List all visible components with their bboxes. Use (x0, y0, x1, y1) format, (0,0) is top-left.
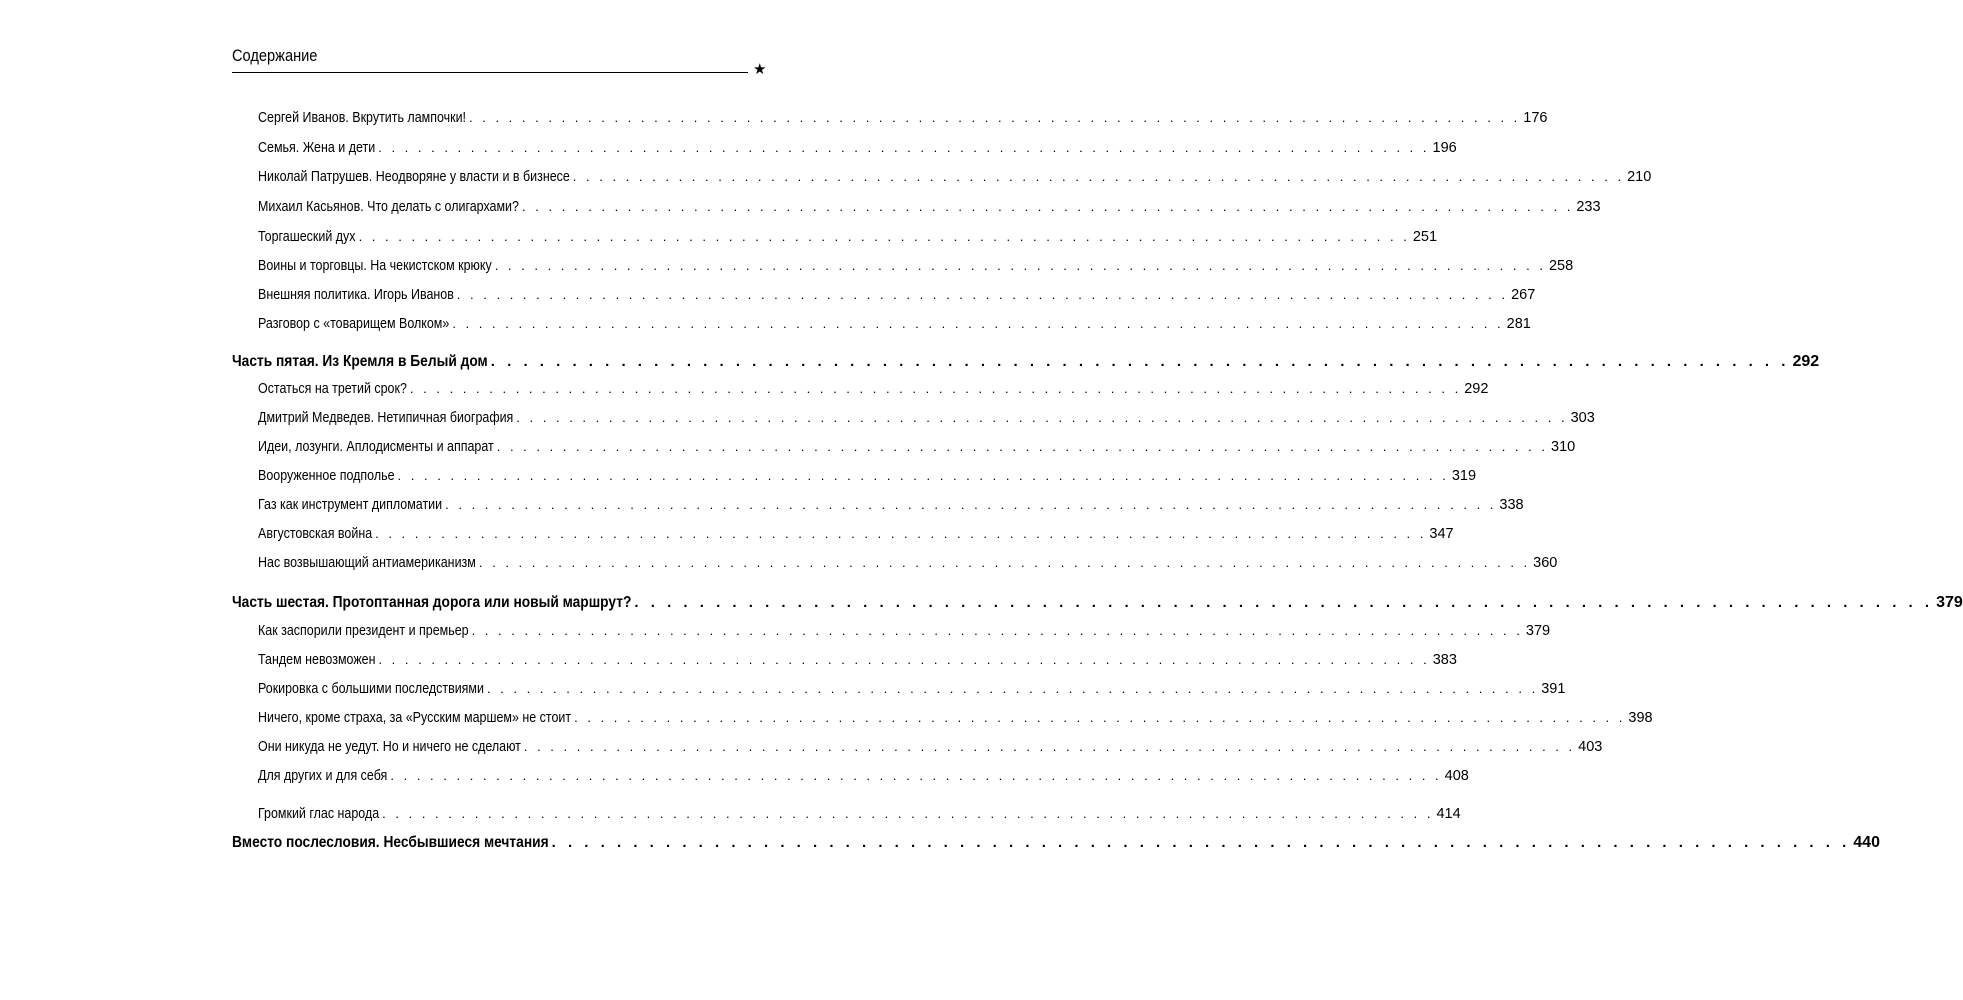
dot-leader: . . . . . . . . . . . . . . . . . . . . . . . . . . . . . . . . . . . . . . . . . . . . . . . . . . . . . . . . . . . . . . . . . . . . . . . . . . . . . . . . (478, 555, 1531, 570)
toc-entry-title: Газ как инструмент дипломатии (258, 497, 443, 513)
toc-entry-title: Вооруженное подполье (258, 468, 395, 484)
toc-entry (258, 497, 1524, 517)
toc-entry-title: Ничего, кроме страха, за «Русским маршем» не стоит (258, 710, 572, 726)
dot-leader: . . . . . . . . . . . . . . . . . . . . . . . . . . . . . . . . . . . . . . . . . . . . . . . . . . . . . . . . . . . . . . . . . . . . . . . . . . . . . . . . (516, 410, 1568, 425)
toc-part-entry (232, 834, 1880, 856)
toc-entry (258, 287, 1536, 307)
dot-leader: . . . . . . . . . . . . . . . . . . . . . . . . . . . . . . . . . . . . . . . . . . . . . . . . . . . . . . . . . . . . . . . . . . . . . . . . . . . . . . . . (471, 623, 1523, 638)
toc-entry (258, 258, 1574, 278)
toc-entry-title: Часть пятая. Из Кремля в Белый дом (232, 353, 488, 370)
toc-entry (258, 710, 1653, 730)
dot-leader: . . . . . . . . . . . . . . . . . . . . . . . . . . . . . . . . . . . . . . . . . . . . . . . . . . . . . . . . . . . . . . . . . . . . . . . . . . . . . . . . (397, 468, 1449, 483)
toc-entry-title: Дмитрий Медведев. Нетипичная биография (258, 410, 514, 426)
toc-page-number: 233 (1576, 199, 1601, 215)
dot-leader: . . . . . . . . . . . . . . . . . . . . . . . . . . . . . . . . . . . . . . . . . . . . . . . . . . . . . . . . . . . . . . . . . . . . . . . . . . . . . . . . (469, 110, 1521, 125)
toc-page-number: 383 (1432, 652, 1457, 668)
toc-entry (258, 468, 1477, 488)
toc-page-number: 440 (1853, 834, 1880, 851)
dot-leader: . . . . . . . . . . . . . . . . . . . . . . . . . . . . . . . . . . . . . . . . . . . . . . . . . . . . . . . . . . . . . . . . . . . . . . . . . . . . . . . . (390, 768, 1442, 783)
toc-page-number: 379 (1525, 623, 1551, 639)
dot-leader: . . . . . . . . . . . . . . . . . . . . . . . . . . . . . . . . . . . . . . . . . . . . . . . . . . . . . . . . . . . . . . . . . . . . . . . . . . . . . . . . (486, 681, 1539, 696)
dot-leader: . . . . . . . . . . . . . . . . . . . . . . . . . . . . . . . . . . . . . . . . . . . . . . . . . . . . . . . . . . . . . . . . . . . . . . . . . . . . . . . . (456, 287, 1509, 302)
toc-entry-title: Громкий глас народа (258, 806, 380, 822)
toc-part-entry (232, 594, 1963, 616)
toc-page-number: 251 (1412, 229, 1438, 245)
toc-page-number: 303 (1570, 410, 1595, 426)
toc-entry-title: Как заспорили президент и премьер (258, 623, 469, 639)
toc-entry-title: Разговор с «товарищем Волком» (258, 316, 450, 332)
toc-entry (258, 555, 1558, 575)
toc-page-number: 379 (1936, 594, 1963, 611)
toc-entry-title: Тандем невозможен (258, 652, 376, 668)
toc-entry-title: Рокировка с большими последствиями (258, 681, 484, 697)
toc-entry-title: Николай Патрушев. Неодворяне у власти и в бизнесе (258, 169, 570, 185)
dot-leader: . . . . . . . . . . . . . . . . . . . . . . . . . . . . . . . . . . . . . . . . . . . . . . . . . . . . . . . . . . . . . . . . . . . . . . . . . . . . . . . . (382, 806, 1434, 821)
toc-page-number: 210 (1627, 169, 1652, 185)
toc-entry-title: Внешняя политика. Игорь Иванов (258, 287, 454, 303)
toc-entry (258, 806, 1461, 826)
dot-leader: . . . . . . . . . . . . . . . . . . . . . . . . . . . . . . . . . . . . . . . . . . . . . . . . . . . . . . . . . . . . . . . . . . . . . . . . . . . . . . . . (634, 594, 1934, 611)
toc-entry-title: Вместо послесловия. Несбывшиеся мечтания (232, 834, 549, 851)
toc-page-number: 408 (1444, 768, 1469, 784)
toc-entry-title: Сергей Иванов. Вкрутить лампочки! (258, 110, 467, 126)
toc-page-number: 338 (1499, 497, 1524, 513)
toc-page-number: 310 (1551, 439, 1576, 455)
toc-entry-title: Идеи, лозунги. Аплодисменты и аппарат (258, 439, 494, 455)
toc-page-number: 267 (1511, 287, 1536, 303)
toc-entry-title: Они никуда не уедут. Но и ничего не сделают (258, 739, 521, 755)
page-title: Содержание (232, 46, 318, 65)
toc-page-number: 292 (1464, 381, 1489, 397)
dot-leader: . . . . . . . . . . . . . . . . . . . . . . . . . . . . . . . . . . . . . . . . . . . . . . . . . . . . . . . . . . . . . . . . . . . . . . . . . . . . . . . . (523, 739, 1576, 754)
toc-page-number: 414 (1436, 806, 1461, 822)
toc-entry (258, 652, 1457, 672)
star-icon: ★ (753, 61, 767, 78)
toc-page-number: 360 (1533, 555, 1558, 571)
toc-entry-title: Михаил Касьянов. Что делать с олигархами? (258, 199, 519, 215)
toc-entry (258, 623, 1551, 643)
toc-entry (258, 739, 1603, 759)
toc-entry-title: Семья. Жена и дети (258, 140, 376, 156)
toc-page-number: 176 (1523, 110, 1548, 126)
toc-page-number: 196 (1432, 140, 1457, 156)
toc-entry-title: Часть шестая. Протоптанная дорога или новый маршрут? (232, 594, 632, 611)
dot-leader: . . . . . . . . . . . . . . . . . . . . . . . . . . . . . . . . . . . . . . . . . . . . . . . . . . . . . . . . . . . . . . . . . . . . . . . . . . . . . . . . (375, 526, 1427, 541)
toc-entry (258, 768, 1469, 788)
toc-entry-title: Нас возвышающий антиамериканизм (258, 555, 476, 571)
toc-entry (258, 381, 1489, 401)
toc-page-number: 403 (1578, 739, 1603, 755)
toc-entry (258, 410, 1595, 430)
dot-leader: . . . . . . . . . . . . . . . . . . . . . . . . . . . . . . . . . . . . . . . . . . . . . . . . . . . . . . . . . . . . . . . . . . . . . . . . . . . . . . . . (452, 316, 1504, 331)
toc-entry-title: Воины и торговцы. На чекистском крюку (258, 258, 492, 274)
toc-entry (258, 316, 1531, 336)
dot-leader: . . . . . . . . . . . . . . . . . . . . . . . . . . . . . . . . . . . . . . . . . . . . . . . . . . . . . . . . . . . . . . . . . . . . . . . . . . . . . . . . (445, 497, 1497, 512)
toc-page-number: 398 (1628, 710, 1653, 726)
toc-page-number: 292 (1792, 353, 1820, 370)
toc-entry-title: Для других и для себя (258, 768, 388, 784)
dot-leader: . . . . . . . . . . . . . . . . . . . . . . . . . . . . . . . . . . . . . . . . . . . . . . . . . . . . . . . . . . . . . . . . . . . . . . . . . . . . . . . . (551, 834, 1851, 851)
dot-leader: . . . . . . . . . . . . . . . . . . . . . . . . . . . . . . . . . . . . . . . . . . . . . . . . . . . . . . . . . . . . . . . . . . . . . . . . . . . . . . . . (409, 381, 1462, 396)
dot-leader: . . . . . . . . . . . . . . . . . . . . . . . . . . . . . . . . . . . . . . . . . . . . . . . . . . . . . . . . . . . . . . . . . . . . . . . . . . . . . . . . (574, 710, 1626, 725)
toc-entry (258, 140, 1457, 160)
toc-page-number: 391 (1541, 681, 1566, 697)
toc-entry (258, 229, 1438, 249)
toc-entry-title: Остаться на третий срок? (258, 381, 407, 397)
toc-entry-title: Торгашеский дух (258, 229, 356, 245)
dot-leader: . . . . . . . . . . . . . . . . . . . . . . . . . . . . . . . . . . . . . . . . . . . . . . . . . . . . . . . . . . . . . . . . . . . . . . . . . . . . . . . . (496, 439, 1548, 454)
toc-page-number: 258 (1548, 258, 1574, 274)
toc-page-number: 281 (1506, 316, 1531, 332)
toc-entry (258, 681, 1566, 701)
dot-leader: . . . . . . . . . . . . . . . . . . . . . . . . . . . . . . . . . . . . . . . . . . . . . . . . . . . . . . . . . . . . . . . . . . . . . . . . . . . . . . . . (378, 652, 1430, 667)
toc-entry (258, 439, 1576, 459)
dot-leader: . . . . . . . . . . . . . . . . . . . . . . . . . . . . . . . . . . . . . . . . . . . . . . . . . . . . . . . . . . . . . . . . . . . . . . . . . . . . . . . . (358, 229, 1410, 244)
dot-leader: . . . . . . . . . . . . . . . . . . . . . . . . . . . . . . . . . . . . . . . . . . . . . . . . . . . . . . . . . . . . . . . . . . . . . . . . . . . . . . . . (572, 169, 1625, 184)
toc-entry (258, 526, 1454, 546)
toc-entry (258, 169, 1652, 189)
toc-entry (258, 110, 1548, 130)
dot-leader: . . . . . . . . . . . . . . . . . . . . . . . . . . . . . . . . . . . . . . . . . . . . . . . . . . . . . . . . . . . . . . . . . . . . . . . . . . . . . . . . (378, 140, 1430, 155)
toc-entry-title: Августовская война (258, 526, 373, 542)
toc-page-number: 347 (1429, 526, 1454, 542)
dot-leader: . . . . . . . . . . . . . . . . . . . . . . . . . . . . . . . . . . . . . . . . . . . . . . . . . . . . . . . . . . . . . . . . . . . . . . . . . . . . . . . . (490, 353, 1790, 370)
toc-entry (258, 199, 1601, 219)
toc-part-entry (232, 353, 1820, 375)
dot-leader: . . . . . . . . . . . . . . . . . . . . . . . . . . . . . . . . . . . . . . . . . . . . . . . . . . . . . . . . . . . . . . . . . . . . . . . . . . . . . . . . (494, 258, 1546, 273)
toc-page-number: 319 (1451, 468, 1477, 484)
dot-leader: . . . . . . . . . . . . . . . . . . . . . . . . . . . . . . . . . . . . . . . . . . . . . . . . . . . . . . . . . . . . . . . . . . . . . . . . . . . . . . . . (522, 199, 1574, 214)
